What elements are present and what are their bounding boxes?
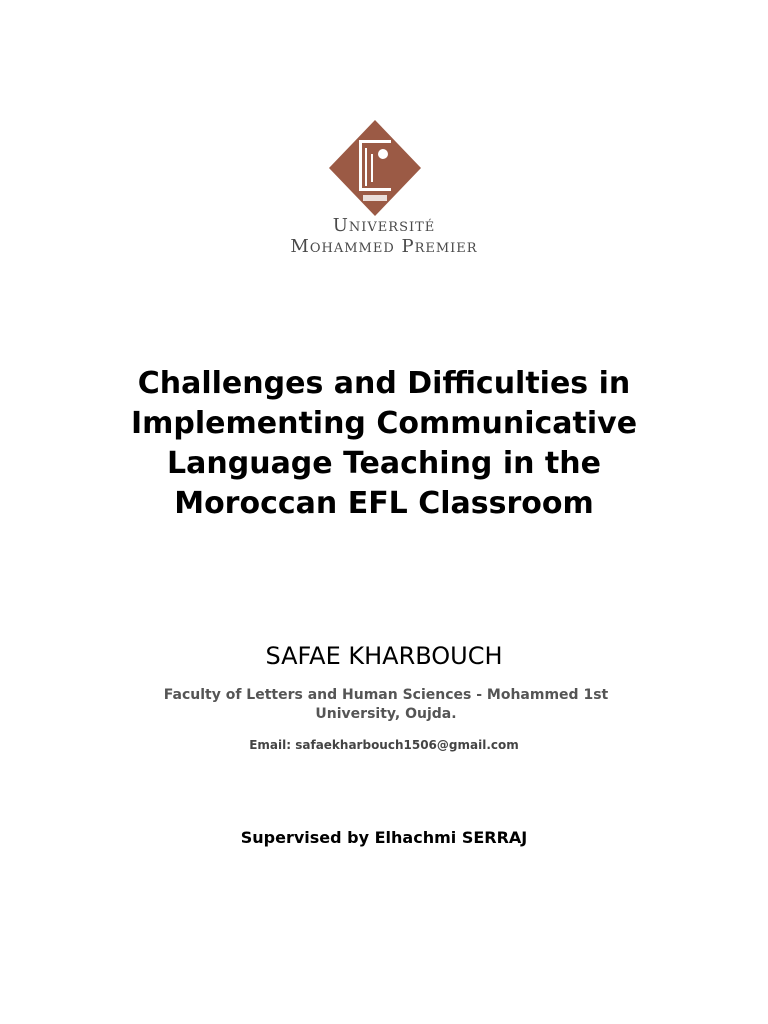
document-title: Challenges and Difficulties in Implementing Communicative Language Teaching in the Moroccan EFL Classroom [130,366,638,521]
university-logo-emblem [325,118,425,218]
supervisor-line: Supervised by Elhachmi SERRAJ [240,828,528,847]
author-email: Email: safaekharbouch1506@gmail.com [249,738,519,752]
logo-text-mohammed-premier: Mohammed Premier [290,236,478,257]
author-affiliation: Faculty of Letters and Human Sciences - Mohammed 1st University, Oujda. [163,687,609,722]
logo-text-universite: Université [332,215,436,236]
author-name: SAFAE KHARBOUCH [265,642,503,670]
